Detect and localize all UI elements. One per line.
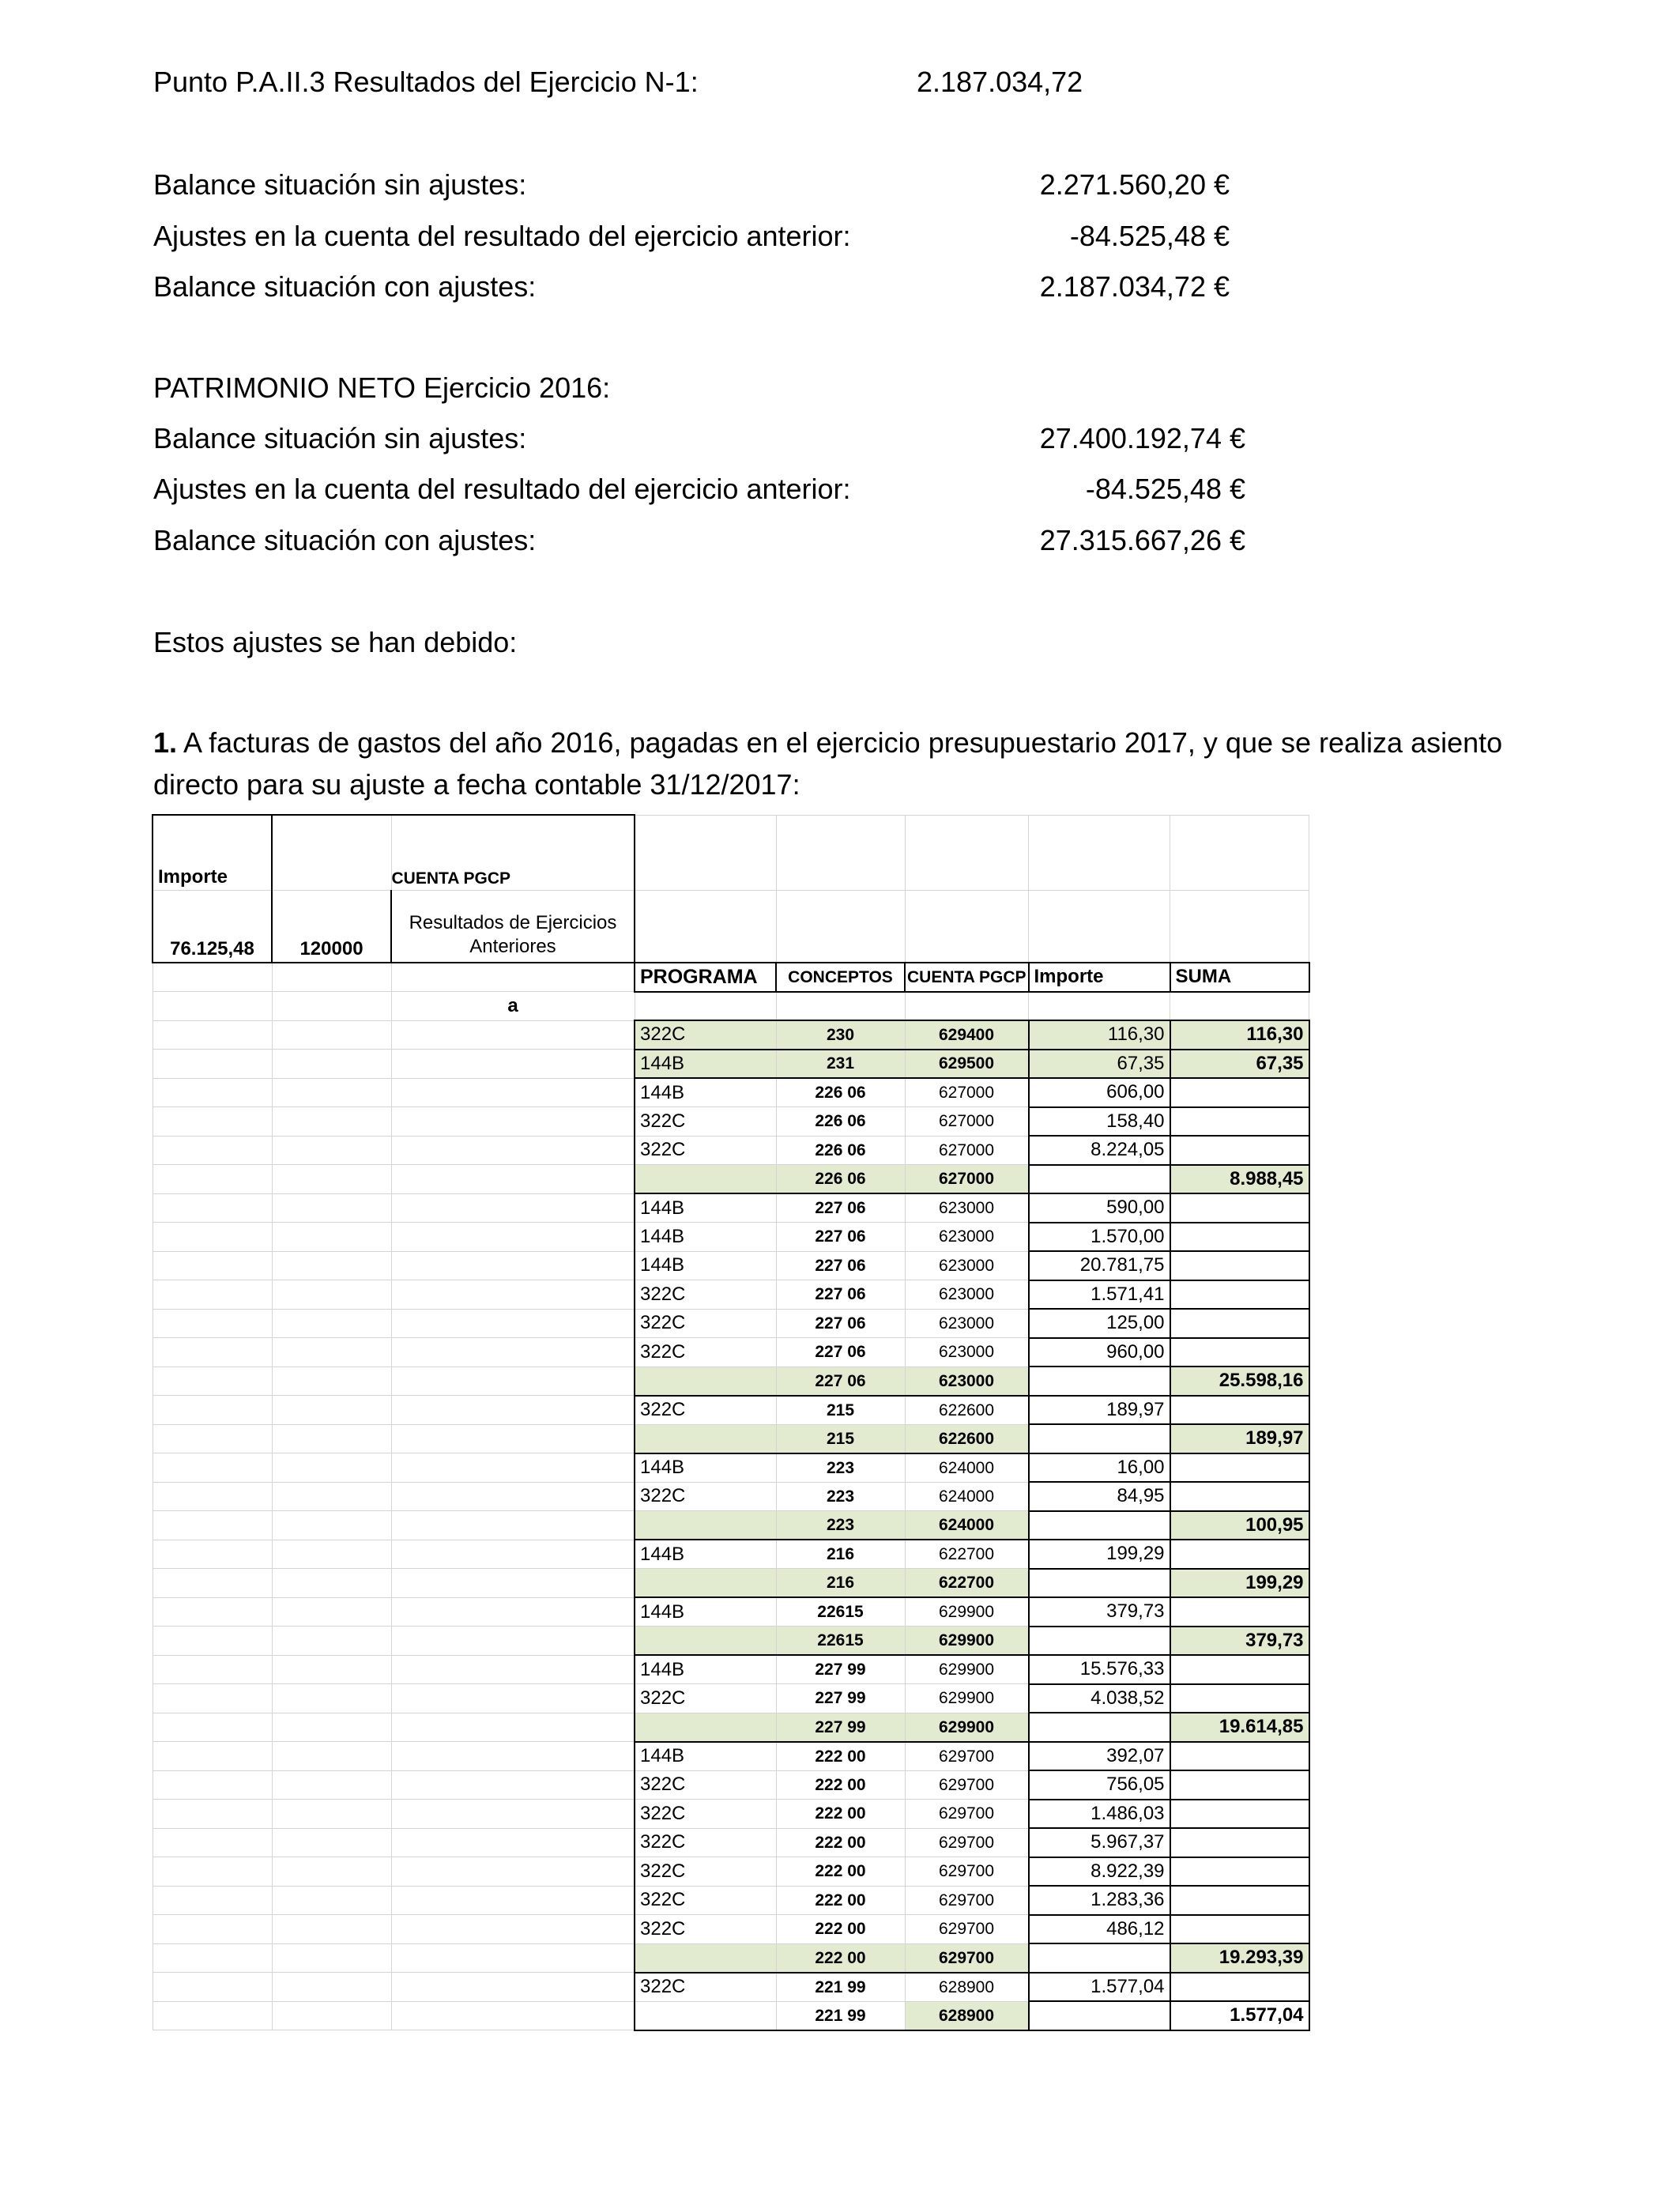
cell-suma xyxy=(1170,1655,1309,1684)
cell-cuenta: 628900 xyxy=(905,1973,1029,2002)
cell-conceptos: 227 06 xyxy=(776,1251,905,1280)
table-row xyxy=(153,1280,1309,1310)
cell-suma: 189,97 xyxy=(1170,1424,1309,1453)
accounts-table xyxy=(152,814,1310,2031)
table-row xyxy=(153,1800,1309,1829)
cell-programa: 144B xyxy=(635,1453,776,1483)
cell-conceptos: 216 xyxy=(776,1569,905,1598)
cell-importe: 8.224,05 xyxy=(1029,1136,1170,1165)
cell-cuenta: 622600 xyxy=(905,1424,1029,1453)
patrimonio-value-1: -84.525,48 € xyxy=(1085,473,1245,505)
cell-importe xyxy=(1029,1943,1170,1973)
cell-importe: 189,97 xyxy=(1029,1396,1170,1425)
cell-cuenta: 629500 xyxy=(905,1050,1029,1079)
subtotal-row xyxy=(153,1713,1309,1742)
table-row xyxy=(153,1338,1309,1367)
cell-programa xyxy=(635,1569,776,1598)
cell-conceptos: 223 xyxy=(776,1482,905,1511)
table-row xyxy=(153,1482,1309,1511)
cell-programa: 322C xyxy=(635,1857,776,1887)
cell-importe: 8.922,39 xyxy=(1029,1857,1170,1887)
cell-programa: 144B xyxy=(635,1193,776,1223)
cell-programa xyxy=(635,2001,776,2030)
left-importe-label: Importe xyxy=(153,815,272,891)
cell-suma xyxy=(1170,1915,1309,1944)
cell-cuenta: 624000 xyxy=(905,1453,1029,1483)
subtotal-row xyxy=(153,1569,1309,1598)
cell-importe: 84,95 xyxy=(1029,1482,1170,1511)
cell-programa: 322C xyxy=(635,1886,776,1915)
cell-programa xyxy=(635,1165,776,1194)
cell-importe: 4.038,52 xyxy=(1029,1684,1170,1713)
cell-importe: 158,40 xyxy=(1029,1107,1170,1137)
cell-suma xyxy=(1170,1597,1309,1627)
left-a-label: a xyxy=(391,992,635,1021)
cell-conceptos: 22615 xyxy=(776,1597,905,1627)
patrimonio-label-0: Balance situación sin ajustes: xyxy=(153,422,527,454)
cell-programa: 322C xyxy=(635,1136,776,1165)
cell-cuenta: 629900 xyxy=(905,1627,1029,1656)
cell-programa: 322C xyxy=(635,1973,776,2002)
left-cuenta-value: 120000 xyxy=(272,891,391,963)
cell-conceptos: 227 06 xyxy=(776,1338,905,1367)
cell-conceptos: 222 00 xyxy=(776,1943,905,1973)
table-row xyxy=(153,1223,1309,1252)
cell-conceptos: 222 00 xyxy=(776,1770,905,1800)
cell-programa: 322C xyxy=(635,1770,776,1800)
cell-importe: 379,73 xyxy=(1029,1597,1170,1627)
cell-importe: 16,00 xyxy=(1029,1453,1170,1483)
balance1-label-1: Ajustes en la cuenta del resultado del ejercicio anterior: xyxy=(153,220,851,252)
cell-conceptos: 216 xyxy=(776,1540,905,1569)
cell-cuenta: 629700 xyxy=(905,1742,1029,1771)
cell-importe: 67,35 xyxy=(1029,1050,1170,1079)
subtotal-row xyxy=(153,1165,1309,1194)
cell-cuenta: 622700 xyxy=(905,1540,1029,1569)
cell-conceptos: 222 00 xyxy=(776,1915,905,1944)
cell-importe xyxy=(1029,1627,1170,1656)
cell-suma: 199,29 xyxy=(1170,1569,1309,1598)
cell-cuenta: 627000 xyxy=(905,1078,1029,1107)
cell-importe xyxy=(1029,1569,1170,1598)
cell-cuenta: 623000 xyxy=(905,1338,1029,1367)
cell-programa: 322C xyxy=(635,1338,776,1367)
cell-conceptos: 227 06 xyxy=(776,1309,905,1338)
cell-conceptos: 226 06 xyxy=(776,1107,905,1137)
cell-conceptos: 215 xyxy=(776,1396,905,1425)
table-row xyxy=(153,1857,1309,1887)
patrimonio-value-2: 27.315.667,26 € xyxy=(1039,524,1245,556)
cell-suma xyxy=(1170,1107,1309,1137)
cell-cuenta: 629900 xyxy=(905,1684,1029,1713)
cell-conceptos: 222 00 xyxy=(776,1857,905,1887)
cell-cuenta: 629700 xyxy=(905,1828,1029,1857)
cell-suma: 1.577,04 xyxy=(1170,2001,1309,2030)
section-title: Punto P.A.II.3 Resultados del Ejercicio N-1: xyxy=(153,66,699,98)
subtotal-row xyxy=(153,1943,1309,1973)
balance1-label-0: Balance situación sin ajustes: xyxy=(153,168,527,201)
cell-suma xyxy=(1170,1770,1309,1800)
table-row xyxy=(153,1597,1309,1627)
cell-conceptos: 227 99 xyxy=(776,1713,905,1742)
cell-importe: 1.570,00 xyxy=(1029,1223,1170,1252)
cell-conceptos: 227 06 xyxy=(776,1193,905,1223)
cell-conceptos: 230 xyxy=(776,1020,905,1050)
cell-importe xyxy=(1029,1367,1170,1396)
header-conceptos: CONCEPTOS xyxy=(776,963,905,992)
table-row xyxy=(153,1742,1309,1771)
cell-cuenta: 623000 xyxy=(905,1309,1029,1338)
header-programa: PROGRAMA xyxy=(635,963,776,992)
table-row xyxy=(153,1309,1309,1338)
cell-importe: 20.781,75 xyxy=(1029,1251,1170,1280)
table-row xyxy=(153,1973,1309,2002)
subtotal-row xyxy=(153,1627,1309,1656)
cell-importe: 1.577,04 xyxy=(1029,1973,1170,2002)
cell-programa xyxy=(635,1424,776,1453)
cell-conceptos: 222 00 xyxy=(776,1742,905,1771)
subtotal-row xyxy=(153,2001,1309,2030)
cell-importe: 116,30 xyxy=(1029,1020,1170,1050)
cell-conceptos: 227 99 xyxy=(776,1684,905,1713)
cell-suma xyxy=(1170,1973,1309,2002)
cell-programa: 322C xyxy=(635,1396,776,1425)
table-row xyxy=(153,1136,1309,1165)
cell-cuenta: 627000 xyxy=(905,1107,1029,1137)
table-row xyxy=(153,1828,1309,1857)
cell-programa: 144B xyxy=(635,1050,776,1079)
cell-suma: 100,95 xyxy=(1170,1511,1309,1540)
cell-programa xyxy=(635,1713,776,1742)
table-row xyxy=(153,1886,1309,1915)
cell-cuenta: 629400 xyxy=(905,1020,1029,1050)
cell-cuenta: 627000 xyxy=(905,1136,1029,1165)
subtotal-row xyxy=(153,1367,1309,1396)
cell-importe xyxy=(1029,2001,1170,2030)
cell-conceptos: 226 06 xyxy=(776,1136,905,1165)
cell-conceptos: 223 xyxy=(776,1511,905,1540)
cell-suma xyxy=(1170,1828,1309,1857)
cell-conceptos: 227 06 xyxy=(776,1223,905,1252)
balance1-label-2: Balance situación con ajustes: xyxy=(153,270,537,303)
cell-cuenta: 623000 xyxy=(905,1223,1029,1252)
cell-conceptos: 221 99 xyxy=(776,2001,905,2030)
cell-conceptos: 227 06 xyxy=(776,1280,905,1310)
balance1-value-1: -84.525,48 € xyxy=(1069,220,1230,252)
cell-conceptos: 222 00 xyxy=(776,1828,905,1857)
point1-line1 xyxy=(153,726,1503,759)
cell-suma: 8.988,45 xyxy=(1170,1165,1309,1194)
cell-importe: 1.571,41 xyxy=(1029,1280,1170,1310)
cell-cuenta: 629700 xyxy=(905,1943,1029,1973)
cell-programa: 144B xyxy=(635,1655,776,1684)
table-row xyxy=(153,1453,1309,1483)
cell-suma xyxy=(1170,1684,1309,1713)
cell-suma xyxy=(1170,1309,1309,1338)
cell-importe: 15.576,33 xyxy=(1029,1655,1170,1684)
cell-cuenta: 624000 xyxy=(905,1482,1029,1511)
subtotal-row xyxy=(153,1511,1309,1540)
table-row xyxy=(153,1540,1309,1569)
cell-importe: 960,00 xyxy=(1029,1338,1170,1367)
cell-importe xyxy=(1029,1511,1170,1540)
patrimonio-title: PATRIMONIO NETO Ejercicio 2016: xyxy=(153,371,611,404)
cell-programa: 322C xyxy=(635,1482,776,1511)
cell-suma xyxy=(1170,1078,1309,1107)
cell-conceptos: 221 99 xyxy=(776,1973,905,2002)
patrimonio-value-0: 27.400.192,74 € xyxy=(1039,422,1245,454)
cell-importe: 486,12 xyxy=(1029,1915,1170,1944)
cell-importe: 1.283,36 xyxy=(1029,1886,1170,1915)
cell-suma xyxy=(1170,1280,1309,1310)
cell-suma xyxy=(1170,1800,1309,1829)
cell-cuenta: 624000 xyxy=(905,1511,1029,1540)
cell-cuenta: 623000 xyxy=(905,1280,1029,1310)
point1-number: 1. xyxy=(153,726,178,759)
cell-programa: 322C xyxy=(635,1800,776,1829)
table-row xyxy=(153,1050,1309,1079)
cell-conceptos: 215 xyxy=(776,1424,905,1453)
cell-suma: 379,73 xyxy=(1170,1627,1309,1656)
section-title-value: 2.187.034,72 xyxy=(917,66,1083,98)
cell-suma xyxy=(1170,1396,1309,1425)
cell-conceptos: 226 06 xyxy=(776,1078,905,1107)
cell-conceptos: 223 xyxy=(776,1453,905,1483)
cell-suma: 19.293,39 xyxy=(1170,1943,1309,1973)
table-row xyxy=(153,1020,1309,1050)
cell-suma: 19.614,85 xyxy=(1170,1713,1309,1742)
cell-programa: 322C xyxy=(635,1020,776,1050)
cell-cuenta: 623000 xyxy=(905,1367,1029,1396)
cell-programa: 322C xyxy=(635,1684,776,1713)
table-row xyxy=(153,1655,1309,1684)
table-row xyxy=(153,1107,1309,1137)
patrimonio-label-2: Balance situación con ajustes: xyxy=(153,524,537,556)
cell-cuenta: 623000 xyxy=(905,1193,1029,1223)
cell-importe xyxy=(1029,1713,1170,1742)
cell-importe: 125,00 xyxy=(1029,1309,1170,1338)
cell-cuenta: 628900 xyxy=(905,2001,1029,2030)
cell-cuenta: 627000 xyxy=(905,1165,1029,1194)
cell-conceptos: 226 06 xyxy=(776,1165,905,1194)
cell-cuenta: 629700 xyxy=(905,1770,1029,1800)
cell-importe: 392,07 xyxy=(1029,1742,1170,1771)
cell-cuenta: 629900 xyxy=(905,1655,1029,1684)
intro-text: Estos ajustes se han debido: xyxy=(153,626,518,658)
cell-importe: 199,29 xyxy=(1029,1540,1170,1569)
cell-suma: 116,30 xyxy=(1170,1020,1309,1050)
cell-suma xyxy=(1170,1453,1309,1483)
cell-programa: 322C xyxy=(635,1828,776,1857)
cell-suma xyxy=(1170,1338,1309,1367)
cell-programa xyxy=(635,1367,776,1396)
cell-cuenta: 629700 xyxy=(905,1886,1029,1915)
cell-suma xyxy=(1170,1742,1309,1771)
table-row xyxy=(153,1770,1309,1800)
cell-programa: 322C xyxy=(635,1915,776,1944)
cell-programa xyxy=(635,1511,776,1540)
cell-suma xyxy=(1170,1223,1309,1252)
cell-programa: 144B xyxy=(635,1223,776,1252)
cell-conceptos: 227 99 xyxy=(776,1655,905,1684)
cell-programa xyxy=(635,1943,776,1973)
cell-programa: 322C xyxy=(635,1309,776,1338)
patrimonio-label-1: Ajustes en la cuenta del resultado del ejercicio anterior: xyxy=(153,473,851,505)
point1-text: A facturas de gastos del año 2016, pagadas en el ejercicio presupuestario 2017, y que se realiza asiento xyxy=(177,726,1503,759)
cell-programa: 144B xyxy=(635,1597,776,1627)
cell-suma: 25.598,16 xyxy=(1170,1367,1309,1396)
cell-conceptos: 222 00 xyxy=(776,1800,905,1829)
left-importe-value: 76.125,48 xyxy=(153,891,272,963)
cell-suma xyxy=(1170,1540,1309,1569)
table-row xyxy=(153,1193,1309,1223)
table-row xyxy=(153,1396,1309,1425)
cell-cuenta: 622600 xyxy=(905,1396,1029,1425)
cell-conceptos: 231 xyxy=(776,1050,905,1079)
left-cuenta-desc: Resultados de Ejercicios Anteriores xyxy=(391,891,635,963)
table-row xyxy=(153,1684,1309,1713)
header-suma: SUMA xyxy=(1170,963,1309,992)
balance1-value-2: 2.187.034,72 € xyxy=(1039,270,1230,303)
cell-importe: 606,00 xyxy=(1029,1078,1170,1107)
header-importe: Importe xyxy=(1029,963,1170,992)
cell-cuenta: 629700 xyxy=(905,1857,1029,1887)
cell-suma xyxy=(1170,1251,1309,1280)
cell-cuenta: 629900 xyxy=(905,1713,1029,1742)
balance1-value-0: 2.271.560,20 € xyxy=(1039,168,1230,201)
table-row xyxy=(153,1251,1309,1280)
cell-programa: 322C xyxy=(635,1107,776,1137)
cell-conceptos: 222 00 xyxy=(776,1886,905,1915)
cell-suma xyxy=(1170,1136,1309,1165)
cell-cuenta: 629700 xyxy=(905,1800,1029,1829)
cell-importe xyxy=(1029,1165,1170,1194)
cell-suma xyxy=(1170,1857,1309,1887)
left-cuenta-label: CUENTA PGCP xyxy=(391,815,635,891)
cell-importe: 590,00 xyxy=(1029,1193,1170,1223)
table-row xyxy=(153,1078,1309,1107)
table-row xyxy=(153,1915,1309,1944)
cell-cuenta: 623000 xyxy=(905,1251,1029,1280)
cell-conceptos: 227 06 xyxy=(776,1367,905,1396)
cell-importe xyxy=(1029,1424,1170,1453)
cell-programa: 322C xyxy=(635,1280,776,1310)
cell-suma xyxy=(1170,1193,1309,1223)
cell-programa: 144B xyxy=(635,1540,776,1569)
cell-programa: 144B xyxy=(635,1078,776,1107)
point1-line2: directo para su ajuste a fecha contable 31/12/2017: xyxy=(153,768,800,801)
cell-cuenta: 629700 xyxy=(905,1915,1029,1944)
cell-importe: 1.486,03 xyxy=(1029,1800,1170,1829)
cell-cuenta: 622700 xyxy=(905,1569,1029,1598)
cell-importe: 756,05 xyxy=(1029,1770,1170,1800)
cell-suma xyxy=(1170,1886,1309,1915)
cell-suma: 67,35 xyxy=(1170,1050,1309,1079)
cell-cuenta: 629900 xyxy=(905,1597,1029,1627)
cell-programa: 144B xyxy=(635,1251,776,1280)
cell-programa: 144B xyxy=(635,1742,776,1771)
header-cuenta: CUENTA PGCP xyxy=(905,963,1029,992)
cell-conceptos: 22615 xyxy=(776,1627,905,1656)
subtotal-row xyxy=(153,1424,1309,1453)
cell-importe: 5.967,37 xyxy=(1029,1828,1170,1857)
cell-suma xyxy=(1170,1482,1309,1511)
cell-programa xyxy=(635,1627,776,1656)
